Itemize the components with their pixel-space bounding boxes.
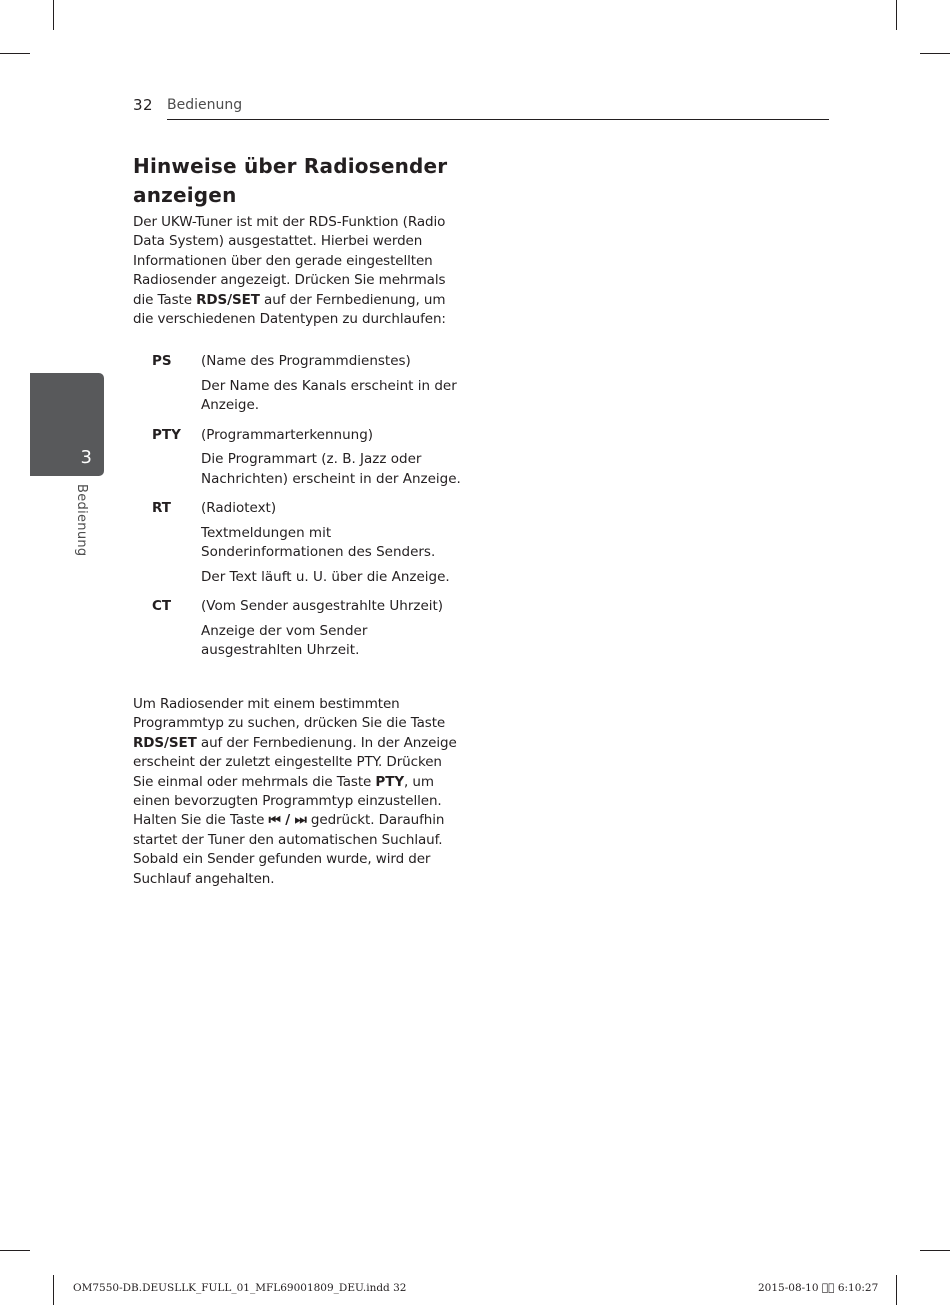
crop-mark-bottom-left xyxy=(0,1250,30,1251)
rds-description: Anzeige der vom Sender ausgestrahlten Uhrzeit. xyxy=(201,622,368,658)
rds-name: (Name des Programmdienstes) xyxy=(201,353,411,369)
chapter-label: Bedienung xyxy=(74,484,89,557)
rds-type-list xyxy=(152,352,472,671)
print-slug-filename: OM7550-DB.DEUSLLK_FULL_01_MFL69001809_DEU.indd 32 xyxy=(73,1282,407,1294)
rds-description: Der Name des Kanals erscheint in der Anzeige. xyxy=(201,377,457,413)
rds-description-note: Der Text läuft u. U. über die Anzeige. xyxy=(201,568,450,585)
crop-mark-top-left xyxy=(53,0,54,30)
crop-mark-top-right xyxy=(920,53,950,54)
search-text: auf der Fernbedienung. In der Anzeige erscheint der zuletzt eingestellte PTY. Drücken Sie einmal oder mehrmals die Taste xyxy=(133,734,457,790)
pty-search-paragraph xyxy=(133,695,465,889)
search-text-end: gedrückt. Daraufhin startet der Tuner den automatischen Suchlauf. Sobald ein Sender gefunden wurde, wird der Suchlauf angehalten. xyxy=(133,812,445,887)
crop-mark-bottom-right xyxy=(920,1250,950,1251)
print-slug-timestamp: 2015-08-10 ￿￿ 6:10:27 xyxy=(758,1282,879,1294)
pty-key-label: PTY xyxy=(375,773,405,790)
rds-item-ct xyxy=(152,597,472,661)
rds-item-rt xyxy=(152,499,472,587)
section-heading: Hinweise über Radiosender anzeigen xyxy=(133,154,448,207)
rds-item-ps xyxy=(152,352,472,416)
page-number: 32 xyxy=(133,96,154,114)
skip-keys-icon: ⏮ / ⏭ xyxy=(268,812,307,829)
intro-text-end: auf der Fernbedienung, um die verschiedenen Datentypen zu durchlaufen: xyxy=(133,291,446,328)
rds-name: (Radiotext) xyxy=(201,500,277,516)
rds-code: CT xyxy=(152,598,172,614)
section-title: Bedienung xyxy=(167,97,243,113)
search-text: Um Radiosender mit einem bestimmten Programmtyp zu suchen, drücken Sie die Taste xyxy=(133,696,446,732)
chapter-tab xyxy=(30,373,104,476)
rds-name: (Programmarterkennung) xyxy=(201,426,374,443)
rds-set-key-label: RDS/SET xyxy=(133,734,197,751)
header-rule xyxy=(167,119,829,120)
intro-paragraph xyxy=(133,213,463,329)
crop-mark-bottom-left xyxy=(53,1275,54,1305)
pty-search-section xyxy=(133,695,465,889)
page-header xyxy=(133,96,829,121)
rds-set-key-label: RDS/SET xyxy=(196,291,260,308)
chapter-number: 3 xyxy=(80,447,92,468)
rds-code: RT xyxy=(152,500,171,516)
rds-code: PTY xyxy=(152,426,181,443)
main-content xyxy=(133,152,463,329)
intro-text: Der UKW-Tuner ist mit der RDS-Funktion (Radio Data System) ausgestattet. Hierbei werden Informationen über den gerade eingestellten Radiosender angezeigt. Drücken Sie mehrmals die Taste xyxy=(133,214,446,308)
crop-mark-top-left xyxy=(0,53,30,54)
rds-name: (Vom Sender ausgestrahlte Uhrzeit) xyxy=(201,598,444,614)
rds-description: Textmeldungen mit Sonderinformationen des Senders. xyxy=(201,524,436,560)
rds-item-pty xyxy=(152,426,472,490)
rds-description: Die Programmart (z. B. Jazz oder Nachrichten) erscheint in der Anzeige. xyxy=(201,451,461,487)
search-text: , um einen bevorzugten Programmtyp einzustellen. Halten Sie die Taste xyxy=(133,773,442,829)
crop-mark-bottom-right xyxy=(896,1275,897,1305)
crop-mark-top-right xyxy=(896,0,897,30)
rds-code: PS xyxy=(152,353,172,369)
